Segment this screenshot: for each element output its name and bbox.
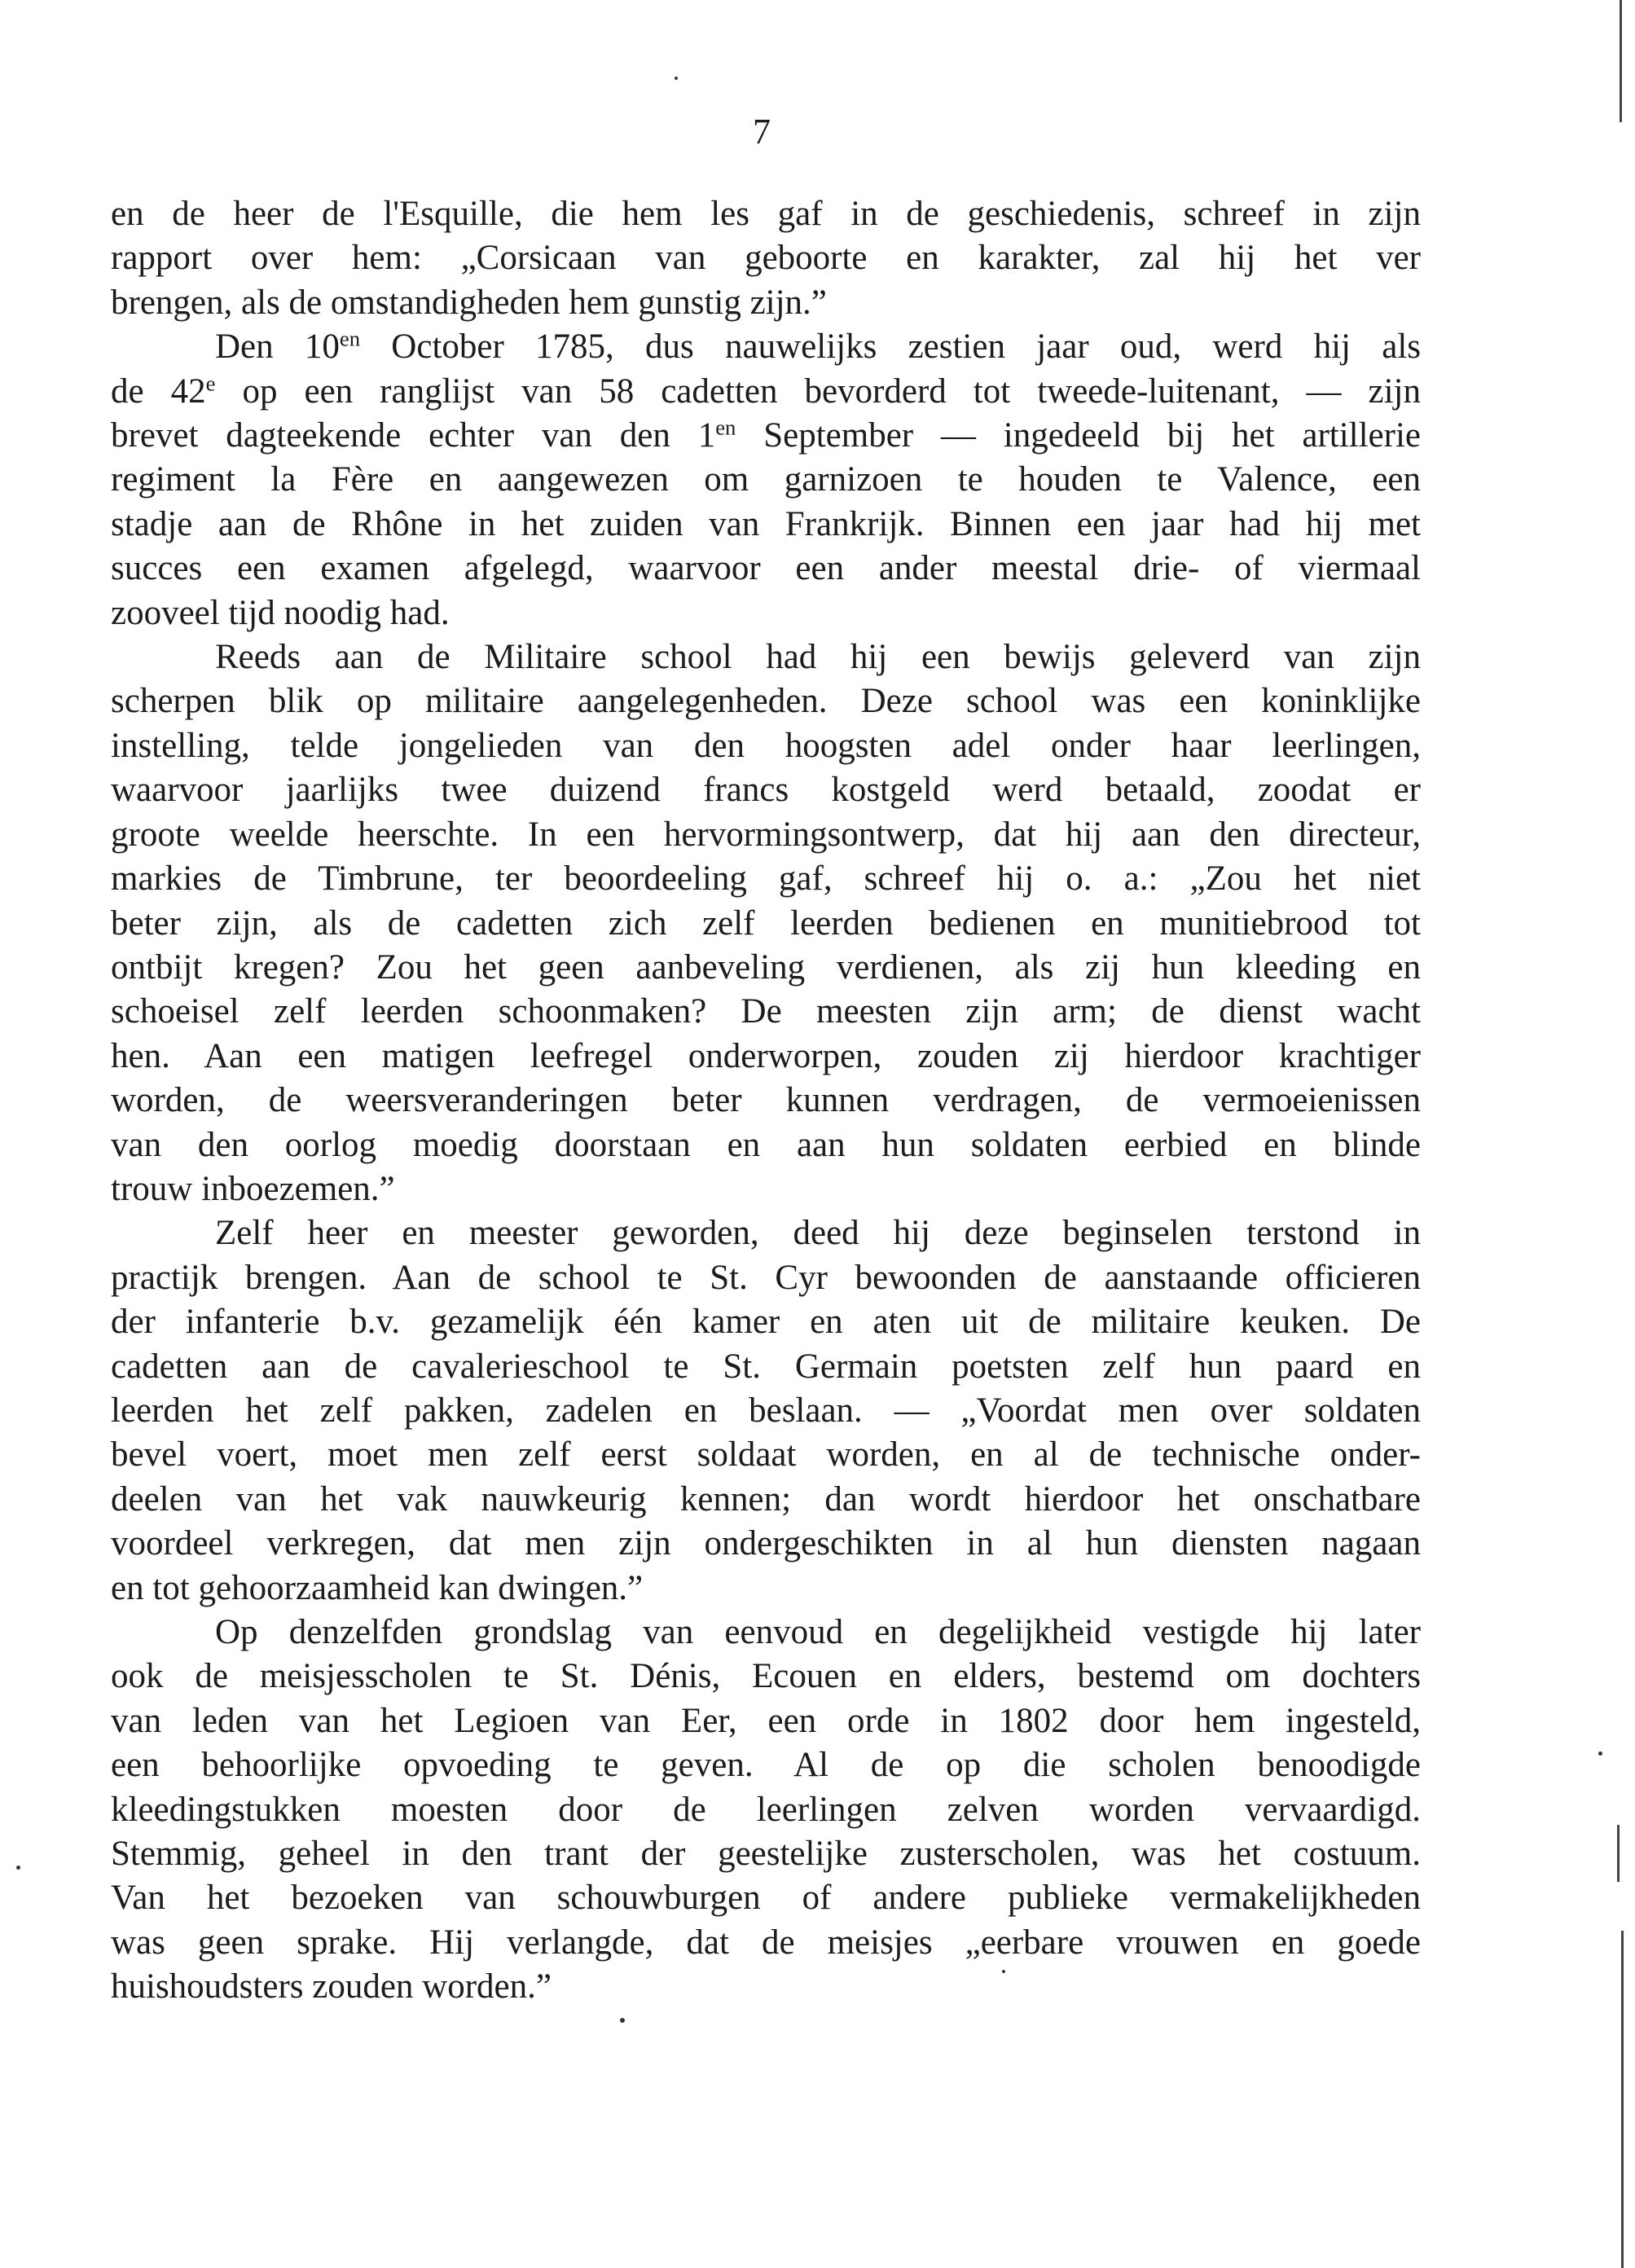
text-line: schoeisel zelf leerden schoonmaken? De meesten zijn arm; de dienst wacht — [111, 992, 1421, 1031]
text-line: Den $10^{en}$ October 1785, dus nauwelijks zestien jaar oud, werd hij als — [215, 326, 1421, 367]
text-line: leerden het zelf pakken, zadelen en beslaan. — „Voordat men over soldaten — [111, 1391, 1421, 1430]
text-line: ook de meisjesscholen te St. Dénis, Ecouen en elders, bestemd om dochters — [111, 1657, 1421, 1696]
text-line: beter zijn, als de cadetten zich zelf leerden bedienen en munitiebrood tot — [111, 903, 1421, 943]
scan-edge-mark — [1617, 1825, 1620, 1882]
text-line: waarvoor jaarlijks twee duizend francs kostgeld werd betaald, zoodat er — [111, 771, 1421, 810]
scan-edge-mark — [1621, 1931, 1624, 2268]
text-line: voordeel verkregen, dat men zijn ondergeschikten in al hun diensten nagaan — [111, 1524, 1421, 1563]
text-line: Van het bezoeken van schouwburgen of andere publieke vermakelijkheden — [111, 1879, 1421, 1918]
text-line: groote weelde heerschte. In een hervormingsontwerp, dat hij aan den directeur, — [111, 815, 1421, 854]
text-line: Stemmig, geheel in den trant der geestelijke zusterscholen, was het costuum. — [111, 1835, 1421, 1874]
text-line: brengen, als de omstandigheden hem gunstig zijn.” — [111, 283, 827, 322]
text-line: Reeds aan de Militaire school had hij een bewijs geleverd van zijn — [215, 638, 1421, 677]
text-line: markies de Timbrune, ter beoordeeling gaf, schreef hij o. a.: „Zou het niet — [111, 859, 1421, 899]
paragraph — [111, 325, 1421, 635]
text-line: Zelf heer en meester geworden, deed hij deze beginselen terstond in — [215, 1214, 1421, 1253]
text-line: ontbijt kregen? Zou het geen aanbeveling verdienen, als zij hun kleeding en — [111, 947, 1421, 987]
text-line: der infanterie b.v. gezamelijk één kamer en aten uit de militaire keuken. De — [111, 1303, 1421, 1342]
paragraph — [111, 192, 1421, 325]
text-line: regiment la Fère en aangewezen om garnizoen te houden te Valence, een — [111, 460, 1421, 499]
scan-speck — [1002, 1970, 1005, 1973]
text-line: van leden van het Legioen van Eer, een orde in 1802 door hem ingesteld, — [111, 1701, 1421, 1740]
text-line: bevel voert, moet men zelf eerst soldaat worden, en al de technische onder- — [111, 1435, 1421, 1475]
text-line: hen. Aan een matigen leefregel onderworpen, zouden zij hierdoor krachtiger — [111, 1036, 1421, 1075]
text-line: brevet dagteekende echter van den $1^{en}$ September — ingedeeld bij het artillerie — [111, 415, 1421, 455]
text-line: was geen sprake. Hij verlangde, dat de meisjes „eerbare vrouwen en goede — [111, 1923, 1421, 1962]
text-line: practijk brengen. Aan de school te St. Cyr bewoonden de aanstaande officieren — [111, 1258, 1421, 1297]
text-line: scherpen blik op militaire aangelegenheden. Deze school was een koninklijke — [111, 682, 1421, 721]
text-line: instelling, telde jongelieden van den hoogsten adel onder haar leerlingen, — [111, 726, 1421, 765]
text-line: stadje aan de Rhône in het zuiden van Frankrijk. Binnen een jaar had hij met — [111, 504, 1421, 543]
body-text — [111, 192, 1421, 2010]
page-number: 7 — [753, 112, 771, 152]
text-line: succes een examen afgelegd, waarvoor een ander meestal drie- of viermaal — [111, 549, 1421, 588]
text-line: kleedingstukken moesten door de leerlingen zelven worden vervaardigd. — [111, 1790, 1421, 1829]
scan-speck — [675, 77, 678, 80]
text-line: huishoudsters zouden worden.” — [111, 1967, 552, 2006]
text-line: en tot gehoorzaamheid kan dwingen.” — [111, 1568, 644, 1607]
text-line: worden, de weersveranderingen beter kunnen verdragen, de vermoeienissen — [111, 1081, 1421, 1120]
text-line: trouw inboezemen.” — [111, 1169, 395, 1208]
text-line: deelen van het vak nauwkeurig kennen; dan wordt hierdoor het onschatbare — [111, 1479, 1421, 1519]
text-line: van den oorlog moedig doorstaan en aan hun soldaten eerbied en blinde — [111, 1125, 1421, 1164]
text-line: Op denzelfden grondslag van eenvoud en degelijkheid vestigde hij later — [215, 1613, 1421, 1651]
scan-edge-mark — [1620, 0, 1622, 122]
text-line: rapport over hem: „Corsicaan van geboorte en karakter, zal hij het ver — [111, 239, 1421, 278]
paragraph — [111, 1611, 1421, 2010]
text-line: en de heer de l'Esquille, die hem les gaf in de geschiedenis, schreef in zijn — [111, 195, 1421, 233]
scan-speck — [16, 1866, 20, 1870]
scan-speck — [620, 2018, 625, 2023]
paragraph — [111, 635, 1421, 1211]
scan-speck — [1598, 1752, 1602, 1756]
text-line: zooveel tijd noodig had. — [111, 593, 450, 632]
text-line: de 42e op een ranglijst van 58 cadetten bevorderd tot tweede-luitenant, — zijn — [111, 370, 1421, 411]
text-line: cadetten aan de cavalerieschool te St. Germain poetsten zelf hun paard en — [111, 1347, 1421, 1386]
text-line: een behoorlijke opvoeding te geven. Al de op die scholen benoodigde — [111, 1746, 1421, 1785]
paragraph — [111, 1211, 1421, 1611]
